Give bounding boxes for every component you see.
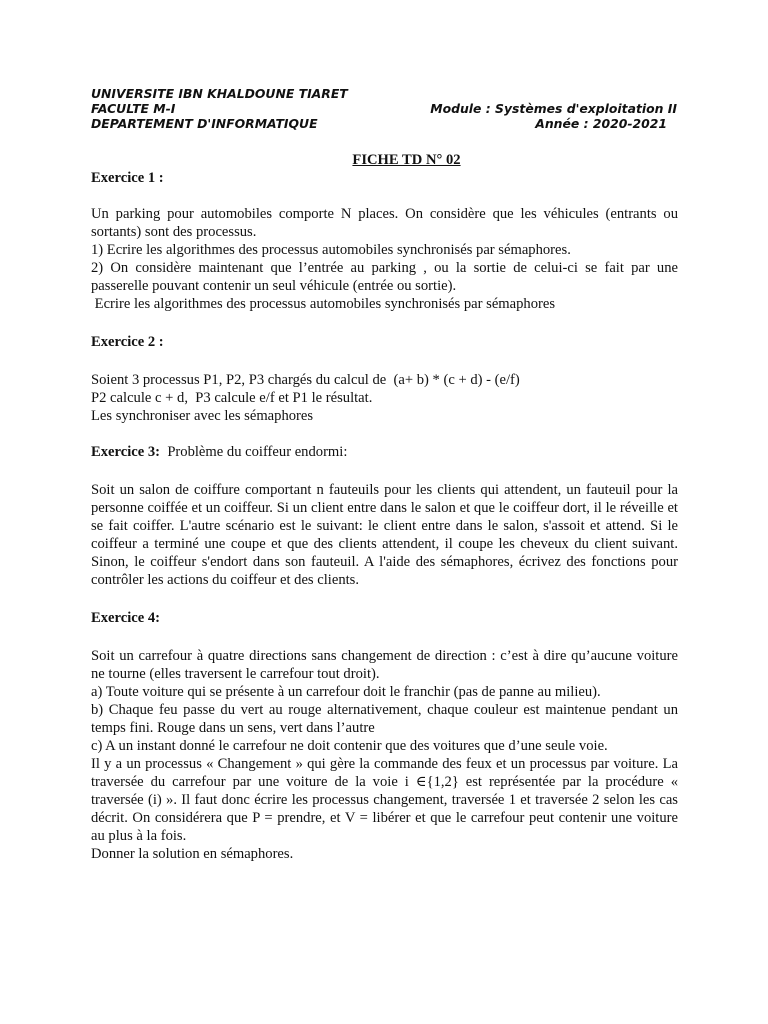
exercise-3-label: Exercice 3: bbox=[91, 444, 161, 460]
exercise-2-text-1: Soient 3 processus P1, P2, P3 chargés du calcul de (a+ b) * (c + d) - (e/f) bbox=[91, 372, 520, 388]
exercise-1-text: Un parking pour automobiles comporte N places. On considère que les véhicules (entrants ou sortants) sont des processus. bbox=[91, 206, 678, 240]
document-header bbox=[91, 86, 677, 131]
exercise-2-title: Exercice 2 : bbox=[91, 334, 164, 350]
exercise-2-text-3: Les synchroniser avec les sémaphores bbox=[91, 408, 314, 424]
exercise-1-question-2: 2) On considère maintenant que l’entrée au parking , ou la sortie de celui-ci se fait par une passerelle pouvant contenir un seul véhicule (entrée ou sortie). bbox=[91, 260, 678, 294]
exercise-4-description: Il y a un processus « Changement » qui gère la commande des feux et un processus par voiture. La traversée du carrefour par une voiture de la voie i ∈{1,2} est représentée par la procédure « traversée (i) ». Il faut donc écrire les processus changement, traversée 1 et traversée 2 selon les cas décrit. On considérera que P = prendre, et V = libérer et que le carrefour peut contenir une voiture au plus à la fois. bbox=[91, 756, 678, 844]
academic-year: Année : 2020-2021 bbox=[535, 116, 667, 131]
exercise-4-item-b: b) Chaque feu passe du vert au rouge alternativement, chaque couleur est maintenue pendant un temps fini. Rouge dans un sens, vert dans l’autre bbox=[91, 702, 678, 736]
exercise-3-subtitle: Problème du coiffeur endormi: bbox=[167, 444, 348, 460]
exercise-4-instruction: Donner la solution en sémaphores. bbox=[91, 846, 294, 862]
exercise-1-question-1: 1) Ecrire les algorithmes des processus automobiles synchronisés par sémaphores. bbox=[91, 242, 571, 258]
document-body bbox=[91, 151, 678, 863]
header-row-department bbox=[91, 116, 677, 131]
exercise-4-item-a: a) Toute voiture qui se présente à un carrefour doit le franchir (pas de panne au milieu). bbox=[91, 684, 601, 700]
exercise-4-item-c: c) A un instant donné le carrefour ne doit contenir que des voitures que d’une seule voie. bbox=[91, 738, 608, 754]
header-row-faculty bbox=[91, 101, 677, 116]
page-title: FICHE TD N° 02 bbox=[352, 152, 461, 168]
header-row-university bbox=[91, 86, 677, 101]
exercise-3-title bbox=[91, 443, 678, 461]
exercise-1-title: Exercice 1 : bbox=[91, 170, 164, 186]
exercise-4-title: Exercice 4: bbox=[91, 610, 161, 626]
exercise-2-text-2: P2 calcule c + d, P3 calcule e/f et P1 le résultat. bbox=[91, 390, 373, 406]
department-name: DEPARTEMENT D'INFORMATIQUE bbox=[91, 116, 318, 131]
module-name: Module : Systèmes d'exploitation II bbox=[430, 101, 677, 116]
exercise-3-text: Soit un salon de coiffure comportant n fauteuils pour les clients qui attendent, un fauteuil pour la personne coiffée et un coiffeur. Si un client entre dans le salon et que le coiffeur dort, il le réveille et se fait coiffer. L'autre scénario est le suivant: le client entre dans le salon, s'assoit et attend. Si le coiffeur a terminé une coupe et que des clients attendent, il coupe les cheveux du client suivant. Sinon, le coiffeur s'endort dans son fauteuil. A l'aide des sémaphores, écrivez des fonctions pour contrôler les actions du coiffeur et des clients. bbox=[91, 482, 678, 588]
exercise-1-question-2-instruction: Ecrire les algorithmes des processus automobiles synchronisés par sémaphores bbox=[91, 296, 556, 312]
university-name: UNIVERSITE IBN KHALDOUNE TIARET bbox=[91, 86, 348, 101]
exercise-4-text: Soit un carrefour à quatre directions sans changement de direction : c’est à dire qu’aucune voiture ne tourne (elles traversent le carrefour tout droit). bbox=[91, 648, 678, 682]
faculty-name: FACULTE M-I bbox=[91, 101, 176, 116]
